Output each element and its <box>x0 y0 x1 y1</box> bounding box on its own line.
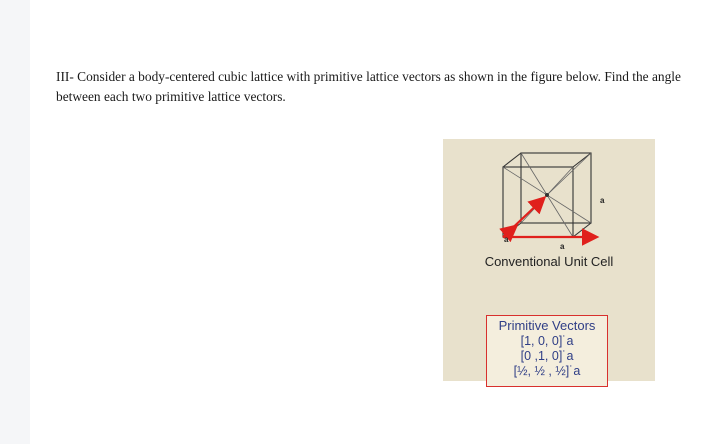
edge-label-right: a <box>600 196 605 205</box>
primitive-vector-2: [0 ,1, 0]˙a <box>520 349 574 363</box>
body-center-atom <box>545 193 549 197</box>
primitive-vector-3: [½, ½ , ½]˙a <box>513 364 581 378</box>
primitive-vectors-title: Primitive Vectors <box>498 318 596 333</box>
question-text: III- Consider a body-centered cubic lattice with primitive lattice vectors as shown in the figure below. Find the angle between each two primitive lattice vectors. <box>56 69 681 104</box>
edge-label-bottom: a <box>560 242 565 251</box>
primitive-vector-1: [1, 0, 0]˙a <box>520 334 574 348</box>
bcc-lattice-figure <box>443 139 655 381</box>
primitive-vectors-box <box>486 315 608 387</box>
document-page <box>30 0 720 444</box>
figure-caption: Conventional Unit Cell <box>484 254 614 269</box>
edge-label-left: a <box>504 235 509 244</box>
bcc-cube-diagram <box>443 139 655 254</box>
